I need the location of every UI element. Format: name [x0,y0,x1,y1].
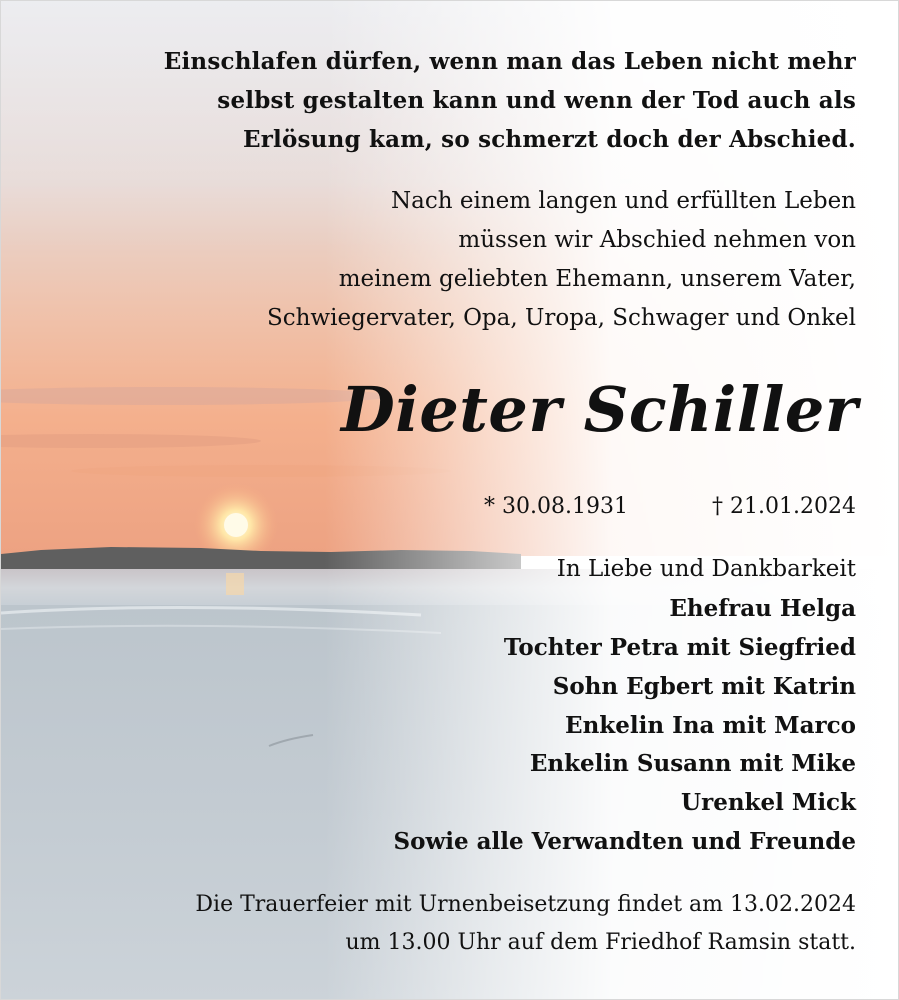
birth-date: * 30.08.1931 [484,494,628,519]
quote-line: selbst gestalten kann und wenn der Tod auch als [217,87,856,114]
death-date: † 21.01.2024 [712,494,856,519]
deceased-name: Dieter Schiller [341,373,858,446]
mourner-name: Ehefrau Helga [669,595,856,622]
quote-line: Erlösung kam, so schmerzt doch der Abschied. [242,126,856,153]
intro-line: meinem geliebten Ehemann, unserem Vater, [338,266,856,292]
quote-line: Einschlafen dürfen, wenn man das Leben nicht mehr [163,48,856,75]
mourners-intro: In Liebe und Dankbarkeit [556,556,856,582]
mourner-name: Enkelin Susann mit Mike [529,750,856,777]
service-line: um 13.00 Uhr auf dem Friedhof Ramsin statt. [345,930,856,955]
service-line: Die Trauerfeier mit Urnenbeisetzung findet am 13.02.2024 [195,892,856,917]
intro-line: Nach einem langen und erfüllten Leben [390,188,856,214]
intro-line: müssen wir Abschied nehmen von [458,227,856,253]
mourner-name: Urenkel Mick [681,789,856,816]
intro-line: Schwiegervater, Opa, Uropa, Schwager und Onkel [266,305,856,331]
mourner-name: Sohn Egbert mit Katrin [552,673,856,700]
mourner-name: Sowie alle Verwandten und Freunde [393,828,856,855]
mourner-name: Tochter Petra mit Siegfried [503,634,856,661]
notice-text [1,1,899,1000]
mourner-name: Enkelin Ina mit Marco [565,712,856,739]
